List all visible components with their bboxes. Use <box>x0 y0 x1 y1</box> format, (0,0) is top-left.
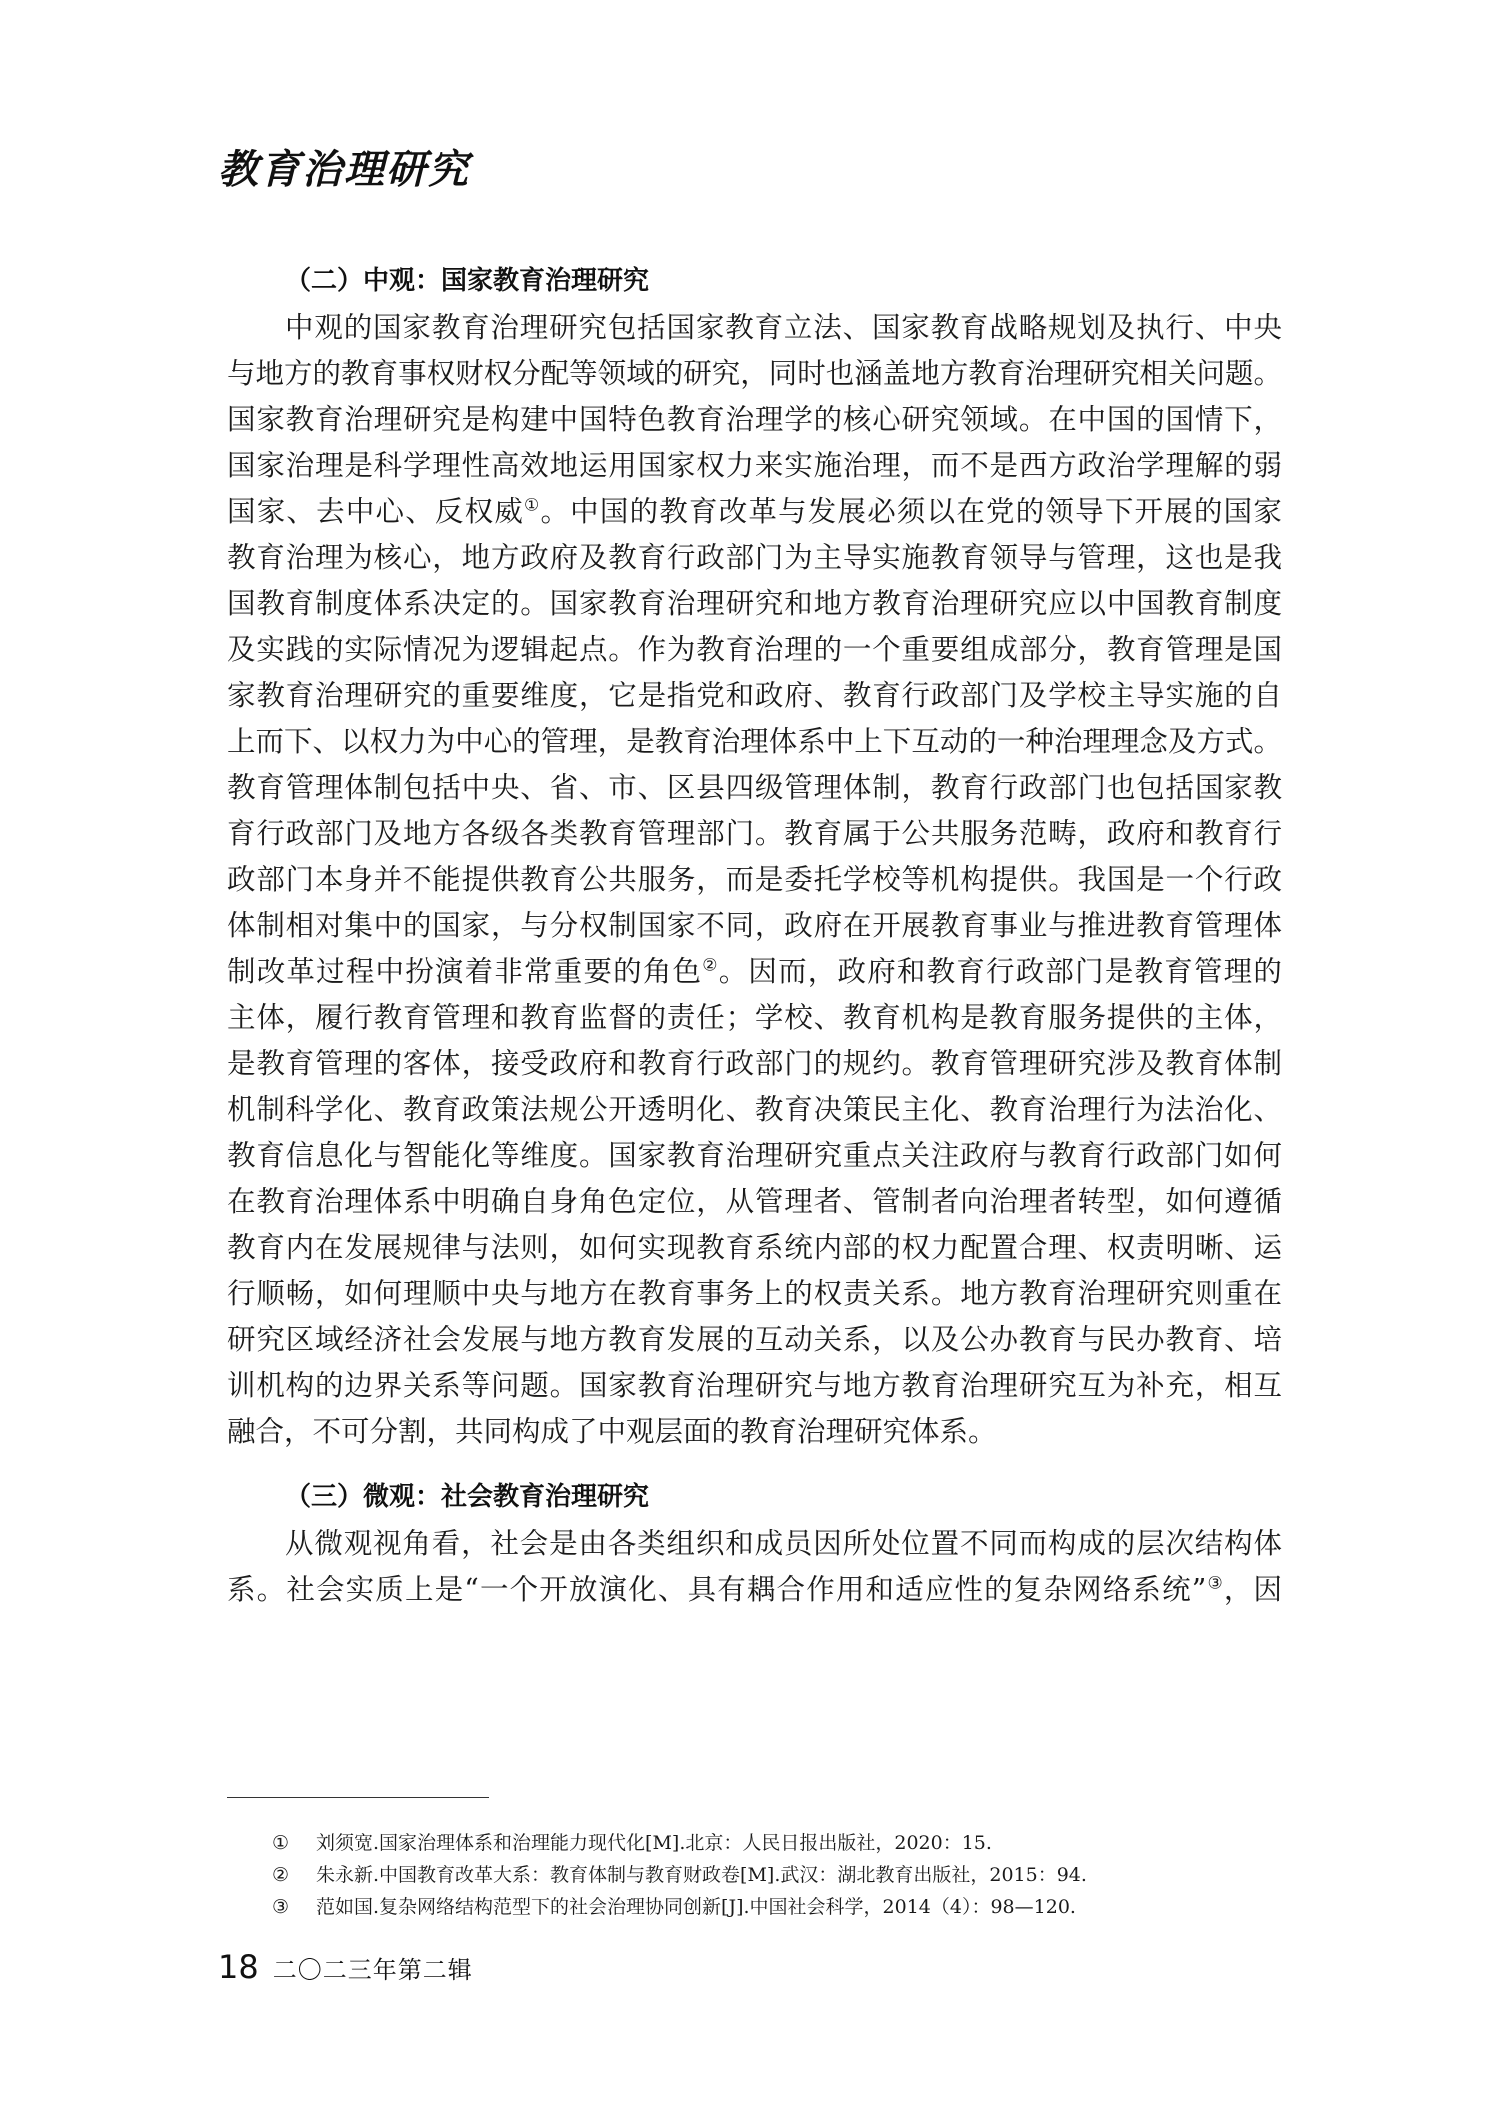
paragraph-line: 育行政部门及地方各级各类教育管理部门。教育属于公共服务范畴，政府和教育行 <box>227 817 1282 850</box>
folio <box>218 1948 473 1986</box>
paragraph-line: 从微观视角看，社会是由各类组织和成员因所处位置不同而构成的层次结构体 <box>285 1527 1282 1560</box>
footnote-text: 范如国.复杂网络结构范型下的社会治理协同创新[J].中国社会科学，2014（4）：98—120. <box>316 1896 1076 1918</box>
paragraph-line: 国家、去中心、反权威①。中国的教育改革与发展必须以在党的领导下开展的国家 <box>227 495 1282 528</box>
footnote-text: 刘须宽.国家治理体系和治理能力现代化[M].北京：人民日报出版社，2020：15. <box>316 1832 992 1854</box>
footnote <box>272 1895 1076 1919</box>
footnote-reference[interactable]: ① <box>524 495 541 516</box>
paragraph-line: 制改革过程中扮演着非常重要的角色②。因而，政府和教育行政部门是教育管理的 <box>227 955 1282 988</box>
section-heading: （三）微观：社会教育治理研究 <box>285 1482 650 1512</box>
paragraph-line: 主体，履行教育管理和教育监督的责任；学校、教育机构是教育服务提供的主体， <box>227 1001 1282 1034</box>
paragraph-line: 家教育治理研究的重要维度，它是指党和政府、教育行政部门及学校主导实施的自 <box>227 679 1282 712</box>
footnote-marker: ① <box>272 1832 290 1854</box>
paragraph-line: 在教育治理体系中明确自身角色定位，从管理者、管制者向治理者转型，如何遵循 <box>227 1185 1282 1218</box>
paragraph-line: 行顺畅，如何理顺中央与地方在教育事务上的权责关系。地方教育治理研究则重在 <box>227 1277 1282 1310</box>
paragraph-line: 教育管理体制包括中央、省、市、区县四级管理体制，教育行政部门也包括国家教 <box>227 771 1282 804</box>
paragraph-line: 研究区域经济社会发展与地方教育发展的互动关系，以及公办教育与民办教育、培 <box>227 1323 1282 1356</box>
section-heading: （二）中观：国家教育治理研究 <box>285 266 650 296</box>
footnote-divider <box>227 1797 489 1798</box>
paragraph-line: 中观的国家教育治理研究包括国家教育立法、国家教育战略规划及执行、中央 <box>285 311 1282 344</box>
running-head: 教育治理研究 <box>218 146 470 193</box>
page-number: 18 <box>218 1948 259 1986</box>
issue-label: 二〇二三年第二辑 <box>272 1956 473 1984</box>
footnote-text: 朱永新.中国教育改革大系：教育体制与教育财政卷[M].武汉：湖北教育出版社，2015：94. <box>316 1864 1087 1886</box>
paragraph-line: 上而下、以权力为中心的管理，是教育治理体系中上下互动的一种治理理念及方式。 <box>227 725 1282 758</box>
paragraph-line: 是教育管理的客体，接受政府和教育行政部门的规约。教育管理研究涉及教育体制 <box>227 1047 1282 1080</box>
footnote <box>272 1863 1087 1887</box>
paragraph-line: 国家治理是科学理性高效地运用国家权力来实施治理，而不是西方政治学理解的弱 <box>227 449 1282 482</box>
paragraph-line: 与地方的教育事权财权分配等领域的研究，同时也涵盖地方教育治理研究相关问题。 <box>227 357 1282 390</box>
paragraph-line: 教育治理为核心，地方政府及教育行政部门为主导实施教育领导与管理，这也是我 <box>227 541 1282 574</box>
paragraph-line: 国教育制度体系决定的。国家教育治理研究和地方教育治理研究应以中国教育制度 <box>227 587 1282 620</box>
footnote-marker: ③ <box>272 1896 290 1918</box>
paragraph-line: 及实践的实际情况为逻辑起点。作为教育治理的一个重要组成部分，教育管理是国 <box>227 633 1282 666</box>
paragraph-line: 体制相对集中的国家，与分权制国家不同，政府在开展教育事业与推进教育管理体 <box>227 909 1282 942</box>
footnote-marker: ② <box>272 1864 290 1886</box>
paragraph-line: 教育内在发展规律与法则，如何实现教育系统内部的权力配置合理、权责明晰、运 <box>227 1231 1282 1264</box>
footnote <box>272 1831 992 1855</box>
paragraph-line: 政部门本身并不能提供教育公共服务，而是委托学校等机构提供。我国是一个行政 <box>227 863 1282 896</box>
paragraph-line: 教育信息化与智能化等维度。国家教育治理研究重点关注政府与教育行政部门如何 <box>227 1139 1282 1172</box>
paragraph-line: 系。社会实质上是“一个开放演化、具有耦合作用和适应性的复杂网络系统”③，因 <box>227 1573 1282 1606</box>
paragraph-line: 融合，不可分割，共同构成了中观层面的教育治理研究体系。 <box>227 1415 997 1448</box>
footnote-reference[interactable]: ② <box>702 955 719 976</box>
paragraph-line: 国家教育治理研究是构建中国特色教育治理学的核心研究领域。在中国的国情下， <box>227 403 1282 436</box>
paragraph-line: 机制科学化、教育政策法规公开透明化、教育决策民主化、教育治理行为法治化、 <box>227 1093 1282 1126</box>
paragraph-line: 训机构的边界关系等问题。国家教育治理研究与地方教育治理研究互为补充，相互 <box>227 1369 1282 1402</box>
footnote-reference[interactable]: ③ <box>1206 1573 1224 1594</box>
